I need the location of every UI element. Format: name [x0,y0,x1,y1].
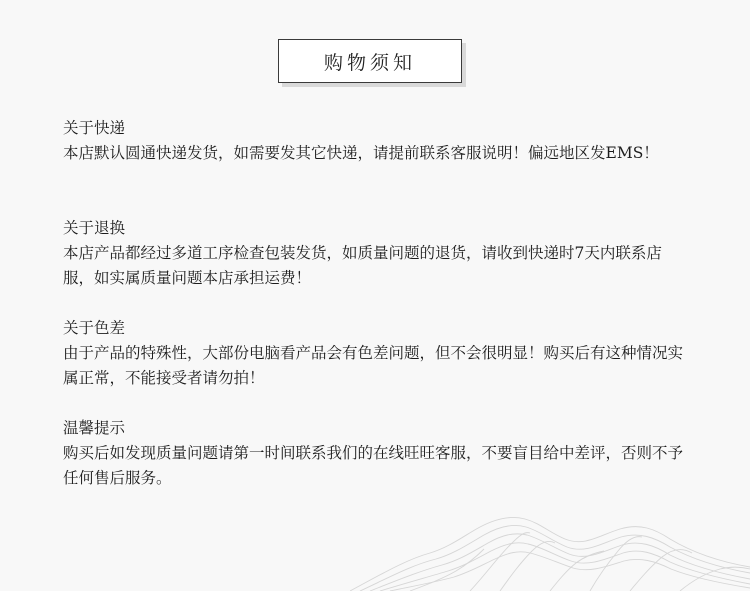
section-body: 本店产品都经过多道工序检查包装发货，如质量问题的退货，请收到快递时7天内联系店服，如实属质量问题本店承担运费！ [63,244,662,287]
section-heading: 关于色差 [63,319,126,337]
section-body: 由于产品的特殊性，大部份电脑看产品会有色差问题，但不会很明显！购买后有这种情况实属正常，不能接受者请勿拍！ [63,344,684,387]
section-returns [63,216,683,291]
section-heading: 关于快递 [63,119,126,137]
section-tips [63,416,683,491]
mountain-decoration [350,505,750,591]
section-heading: 温馨提示 [63,419,126,437]
section-body: 购买后如发现质量问题请第一时间联系我们的在线旺旺客服，不要盲目给中差评，否则不予任何售后服务。 [63,444,684,487]
section-body: 本店默认圆通快递发货，如需要发其它快递，请提前联系客服说明！偏远地区发EMS！ [63,144,659,162]
section-express [63,116,683,166]
section-heading: 关于退换 [63,219,126,237]
page-title: 购物须知 [278,39,462,83]
section-color-difference [63,316,683,391]
